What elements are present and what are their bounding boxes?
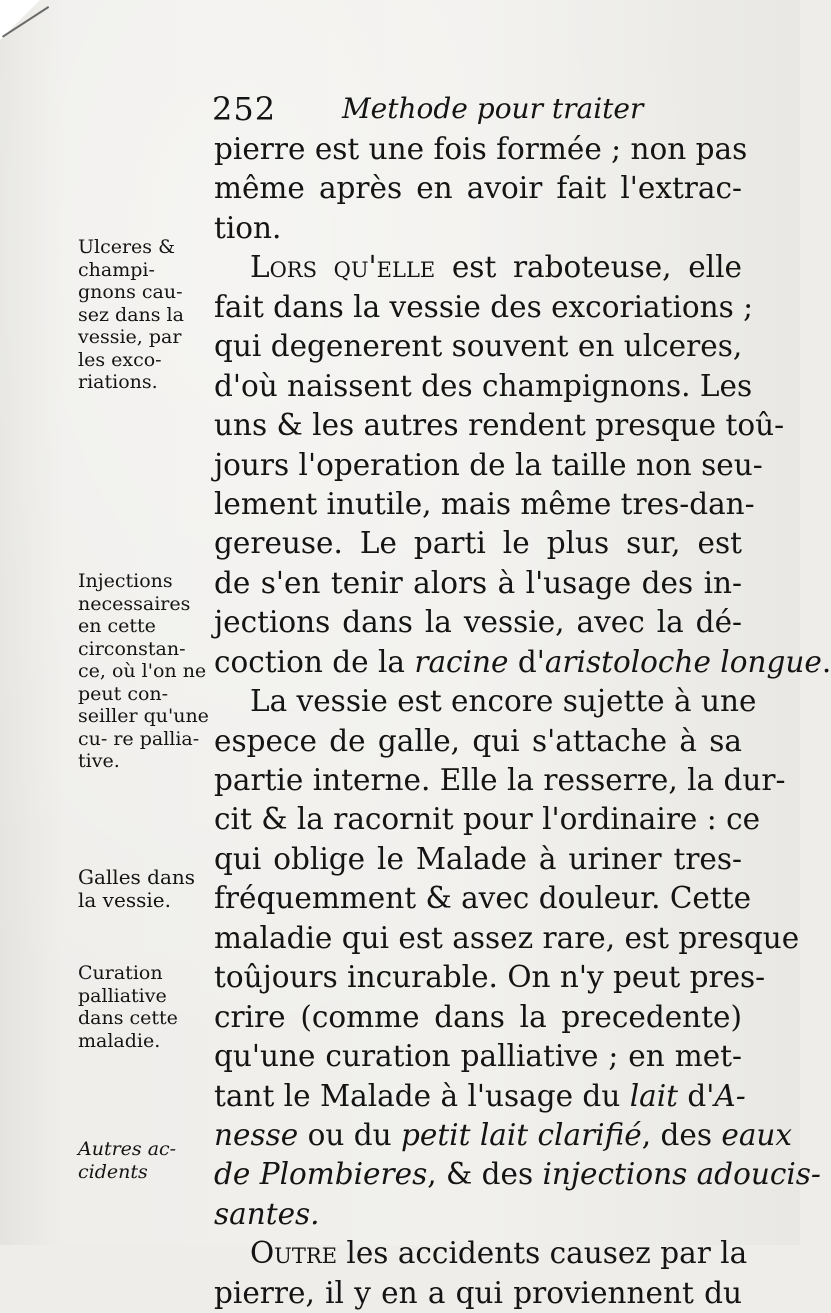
text-segment: d' [678,1078,715,1113]
body-text [214,130,831,1313]
text-line [214,603,742,642]
text-segment: de s'en tenir alors à l'usage des in- [214,565,742,600]
text-line [214,958,766,997]
text-segment: qu'une curation palliative ; en met- [214,1039,742,1074]
text-line [214,840,742,879]
italic-term: lait [629,1078,679,1113]
text-segment: jours l'operation de la taille non seu- [214,447,763,482]
text-line [214,446,763,485]
text-segment: ou du [298,1117,401,1152]
text-segment: fait dans la vessie des excoriations ; [214,289,754,324]
text-segment: les accidents causez par la [337,1236,748,1271]
text-segment: uns & les autres rendent presque toû- [214,408,785,443]
text-segment: tant le Malade à l'usage du [214,1078,630,1113]
text-segment: La vessie est encore sujette à une [250,684,757,719]
text-segment: gereuse. Le parti le plus sur, est [214,526,742,561]
text-line [214,209,742,248]
text-line [214,1274,742,1313]
text-line [214,879,752,918]
text-segment: jections dans la vessie, avec la dé- [214,605,742,640]
italic-term: injections adoucis- [542,1157,821,1192]
text-segment: espece de galle, qui s'attache à sa [214,723,742,758]
text-line [214,1037,742,1076]
text-segment: qui degenerent souvent en ulceres, [214,329,743,364]
text-segment: pierre est une fois formée ; non pas [214,132,748,166]
text-segment: fréquemment & avec douleur. Cette [214,881,752,916]
running-title: Methode pour traiter [342,92,644,125]
text-segment: crire (comme dans la precedente) [214,999,742,1034]
text-line [214,1195,742,1234]
text-segment: toûjours incurable. On n'y peut pres- [214,960,766,995]
margin-note-ulceres: Ulceres & champi- gnons cau- sez dans la vessie, par les exco- riations. [78,236,184,393]
margin-note-curation: Curation palliative dans cette maladie. [78,962,178,1052]
page-number: 252 [212,90,277,128]
text-segment: d'où naissent des champignons. Les [214,368,753,403]
text-line [214,564,742,603]
text-line [214,682,757,721]
text-line [214,327,742,366]
text-line [214,761,786,800]
text-line [214,998,742,1037]
italic-term: de Plombieres [214,1157,428,1192]
italic-term: A- [714,1078,746,1113]
text-segment: maladie qui est assez rare, est presque [214,920,800,955]
text-line [214,800,761,839]
running-head [212,84,644,130]
italic-term: nesse [214,1117,299,1152]
text-segment: pierre, il y en a qui proviennent du [214,1275,742,1310]
text-line [214,643,831,682]
small-caps-opening: Outre [250,1236,338,1271]
text-line [214,1077,746,1116]
italic-term: santes. [214,1196,320,1231]
margin-note-galles: Galles dans la vessie. [78,865,196,912]
text-line [214,485,755,524]
text-segment: , des [641,1117,722,1152]
text-segment: partie interne. Elle la resserre, la dur- [214,763,786,797]
text-segment: coction de la [214,644,415,679]
italic-term: eaux [721,1117,793,1152]
text-segment: . [821,644,831,679]
text-line [214,722,742,761]
text-line [214,1116,793,1155]
margin-note-injections: Injections necessaires en cette circonstan- ce, où l'on ne peut con- seiller qu'une cu- re pallia- tive. [78,570,209,772]
text-segment: tion. [214,210,282,245]
small-caps-opening: Lors qu'elle [250,250,436,285]
text-line [214,1234,748,1273]
text-line [214,288,754,327]
text-line [214,919,800,958]
text-line [214,130,748,169]
text-segment: qui oblige le Malade à uriner tres- [214,841,742,876]
text-segment: lement inutile, mais même tres-dan- [214,486,755,521]
text-segment: cit & la racornit pour l'ordinaire : ce [214,802,761,837]
italic-term: petit lait clarifié [400,1117,642,1152]
text-segment: même après en avoir fait l'extrac- [214,171,742,206]
text-line [214,169,742,208]
text-line [214,248,742,287]
text-segment: d' [508,644,545,679]
text-line [214,367,753,406]
italic-term: aristoloche longue [544,644,822,679]
text-segment: , & des [427,1157,543,1192]
margin-note-autres: Autres ac- cidents [78,1138,177,1183]
text-segment: est raboteuse, elle [435,250,742,285]
text-line [214,406,785,445]
italic-term: racine [414,644,509,679]
text-line [214,524,742,563]
text-line [214,1155,821,1194]
